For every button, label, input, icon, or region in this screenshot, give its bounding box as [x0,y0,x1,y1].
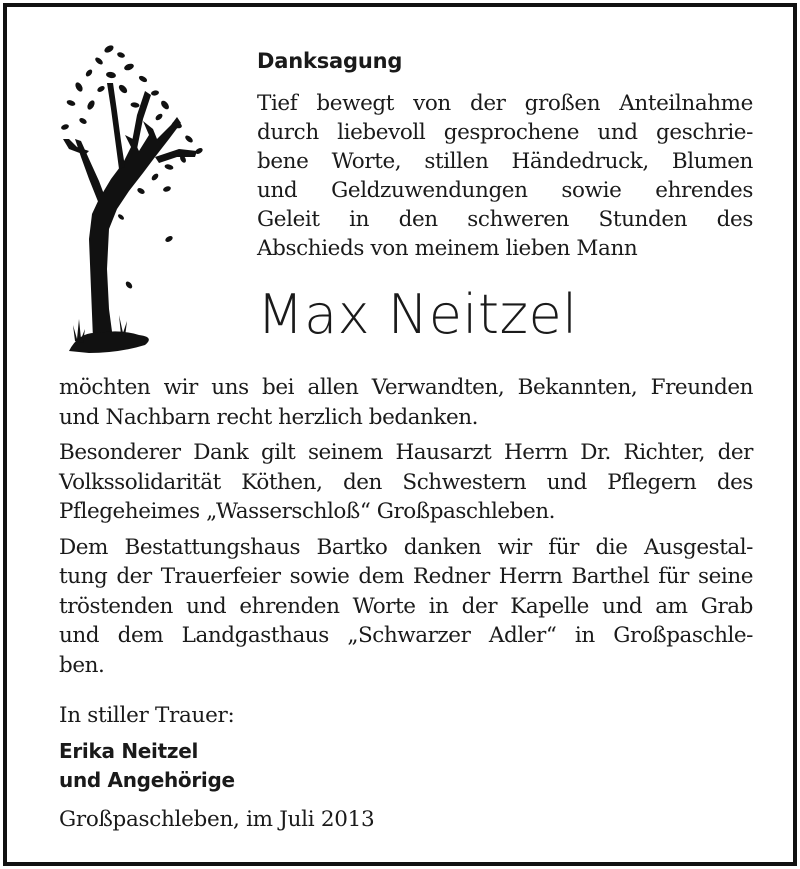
body-line: tung der Trauerfeier sowie dem Redner Herrn Barthel für seine [59,564,753,589]
paragraph-special-thanks [59,438,753,527]
place-date: Großpaschleben, im Juli 2013 [59,807,375,832]
signer-name: Erika Neitzel [59,739,199,763]
body-line: ben. [59,652,105,678]
intro-line: durch liebevoll gesprochene und geschrie- [257,120,753,145]
intro-line: und Geldzuwendungen sowie ehrendes [257,178,753,203]
body-line: Dem Bestattungshaus Bartko danken wir für die Ausgestal- [59,534,753,560]
intro-line: bene Worte, stillen Händedruck, Blumen [257,149,753,174]
intro-line: Geleit in den schweren Stunden des [257,207,753,232]
intro-text [257,89,753,263]
deceased-name: Max Neitzel [257,283,578,346]
paragraph-funeral-thanks [59,533,753,681]
body-line: möchten wir uns bei allen Verwandten, Bekannten, Freunden [59,375,753,400]
signer-relatives: und Angehörige [59,768,235,792]
body-line: Pflegeheimes „Wasserschloß“ Großpaschleben. [59,499,556,524]
signer-block [59,737,235,795]
body-line: Volkssolidarität Köthen, den Schwestern und Pflegern des [59,469,753,495]
obituary-notice [3,3,797,866]
intro-line: Abschieds von meinem lieben Mann [257,236,638,261]
closing-phrase: In stiller Trauer: [59,703,235,728]
tree-silhouette-icon [59,39,209,357]
body-line: und dem Landgasthaus „Schwarzer Adler“ in Großpaschle- [59,623,753,648]
notice-heading: Danksagung [257,49,403,73]
body-line: Besonderer Dank gilt seinem Hausarzt Herrn Dr. Richter, der [59,440,753,465]
body-line: und Nachbarn recht herzlich bedanken. [59,404,479,430]
thanks-body [59,373,753,686]
body-line: tröstenden und ehrenden Worte in der Kapelle und am Grab [59,593,753,619]
paragraph-family-thanks [59,373,753,432]
intro-line: Tief bewegt von der großen Anteilnahme [257,91,753,116]
